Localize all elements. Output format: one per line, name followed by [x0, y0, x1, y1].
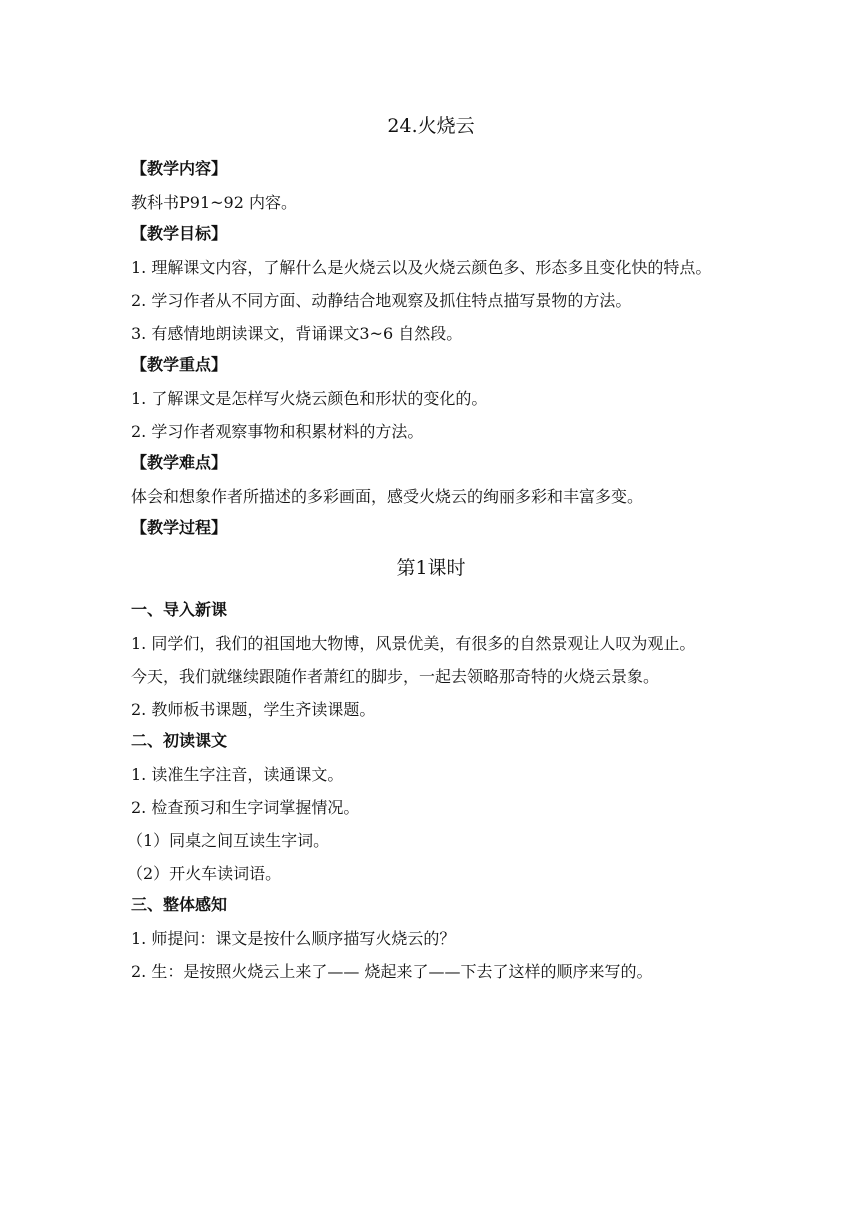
key-point-item-1: 1. 了解课文是怎样写火烧云颜色和形状的变化的。: [131, 389, 488, 408]
section-text-content: 教科书P91~92 内容。: [131, 193, 297, 212]
section-heading-process: 【教学过程】: [131, 518, 228, 537]
overview-item-2: 2. 生：是按照火烧云上来了—— 烧起来了——下去了这样的顺序来写的。: [131, 962, 653, 981]
intro-item-3: 2. 教师板书课题，学生齐读课题。: [131, 700, 376, 719]
goal-item-3: 3. 有感情地朗读课文，背诵课文3~6 自然段。: [131, 324, 463, 343]
first-reading-item-2: 2. 检查预习和生字词掌握情况。: [131, 798, 360, 817]
overview-item-1: 1. 师提问：课文是按什么顺序描写火烧云的？: [131, 929, 456, 948]
first-reading-item-4: （2）开火车读词语。: [127, 864, 282, 883]
part-heading-intro: 一、导入新课: [131, 600, 228, 619]
intro-item-1: 1. 同学们，我们的祖国地大物博，风景优美，有很多的自然景观让人叹为观止。: [131, 634, 696, 653]
key-point-item-2: 2. 学习作者观察事物和积累材料的方法。: [131, 422, 424, 441]
first-reading-item-3: （1）同桌之间互读生字词。: [127, 831, 330, 850]
intro-item-2: 今天，我们就继续跟随作者萧红的脚步，一起去领略那奇特的火烧云景象。: [131, 667, 660, 686]
section-heading-difficulties: 【教学难点】: [131, 453, 228, 472]
part-heading-overview: 三、整体感知: [131, 895, 228, 914]
document-body: [127, 111, 731, 992]
goal-item-1: 1. 理解课文内容，了解什么是火烧云以及火烧云颜色多、形态多且变化快的特点。: [131, 258, 712, 277]
first-reading-item-1: 1. 读准生字注音，读通课文。: [131, 765, 344, 784]
section-text-difficulties: 体会和想象作者所描述的多彩画面，感受火烧云的绚丽多彩和丰富多变。: [131, 487, 644, 506]
section-heading-content: 【教学内容】: [131, 159, 228, 178]
section-heading-key-points: 【教学重点】: [131, 355, 228, 374]
section-heading-goals: 【教学目标】: [131, 224, 228, 243]
part-heading-first-reading: 二、初读课文: [131, 731, 228, 750]
goal-item-2: 2. 学习作者从不同方面、动静结合地观察及抓住特点描写景物的方法。: [131, 291, 632, 310]
lesson-title: 第1课时: [396, 557, 466, 579]
document-title: 24.火烧云: [387, 115, 475, 137]
